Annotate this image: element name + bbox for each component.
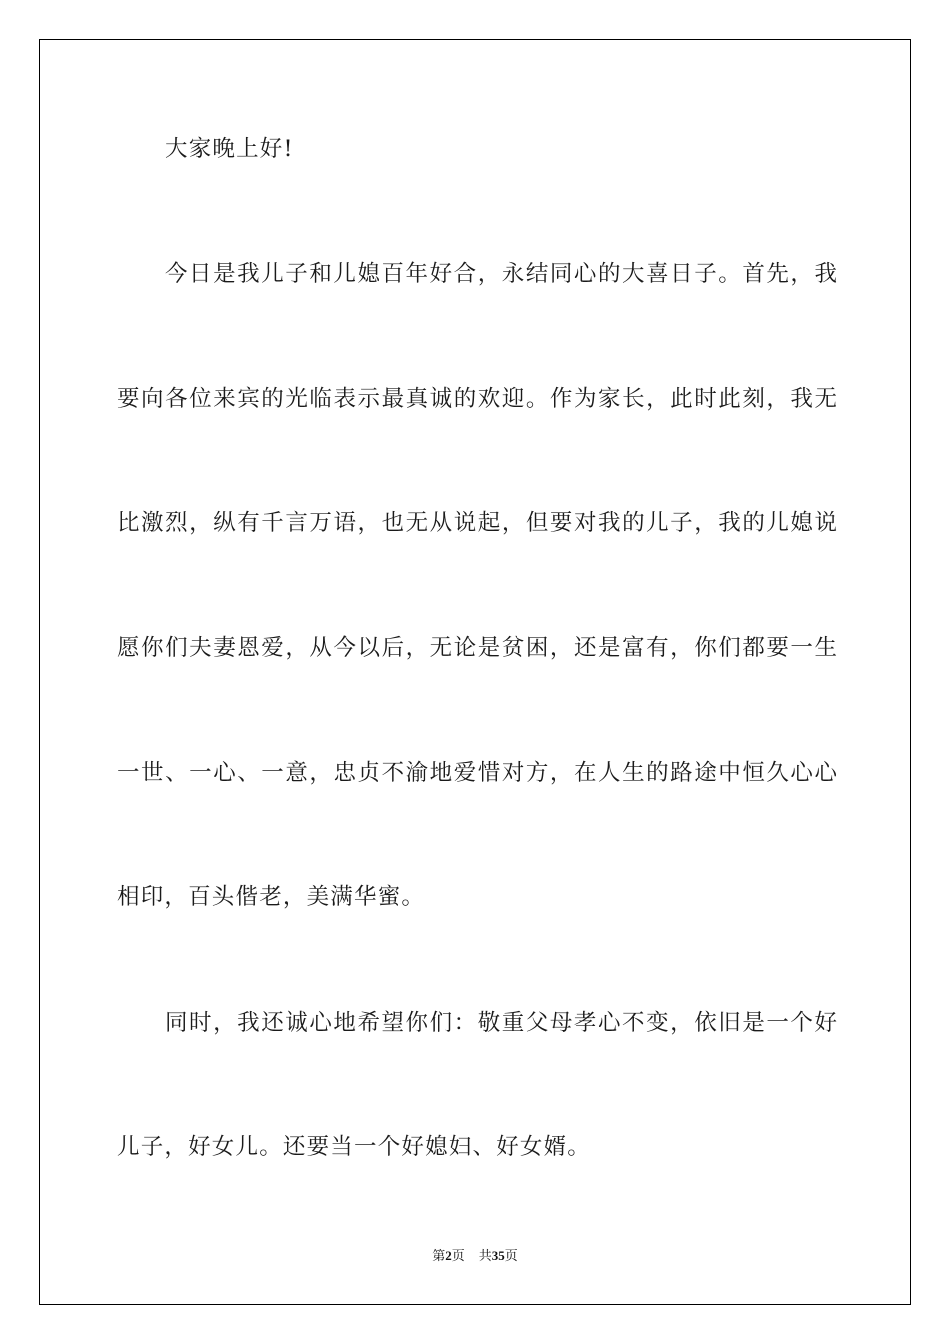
page-border	[39, 39, 911, 1305]
total-prefix: 共	[478, 1249, 492, 1264]
total-pages: 35	[491, 1248, 505, 1263]
greeting-line: 大家晚上好!	[165, 136, 294, 162]
paragraph-2-line-6: 相印，百头偕老，美满华蜜。	[117, 884, 426, 910]
paragraph-2-line-1: 今日是我儿子和儿媳百年好合，永结同心的大喜日子。首先，我	[165, 261, 837, 287]
page-number: 2	[445, 1248, 452, 1263]
paragraph-2-line-4: 愿你们夫妻恩爱，从今以后，无论是贫困，还是富有，你们都要一生	[117, 635, 837, 661]
paragraph-2-line-3: 比激烈，纵有千言万语，也无从说起，但要对我的儿子，我的儿媳说	[117, 510, 837, 536]
total-suffix: 页	[504, 1249, 518, 1264]
page-prefix: 第	[432, 1249, 446, 1264]
page-suffix: 页	[451, 1249, 465, 1264]
paragraph-3-line-1: 同时，我还诚心地希望你们：敬重父母孝心不变，依旧是一个好	[165, 1010, 837, 1036]
page-footer	[0, 1246, 950, 1267]
paragraph-2-line-2: 要向各位来宾的光临表示最真诚的欢迎。作为家长，此时此刻，我无	[117, 386, 837, 412]
paragraph-2-line-5: 一世、一心、一意，忠贞不渝地爱惜对方，在人生的路途中恒久心心	[117, 760, 837, 786]
paragraph-3-line-2: 儿子，好女儿。还要当一个好媳妇、好女婿。	[117, 1134, 592, 1160]
